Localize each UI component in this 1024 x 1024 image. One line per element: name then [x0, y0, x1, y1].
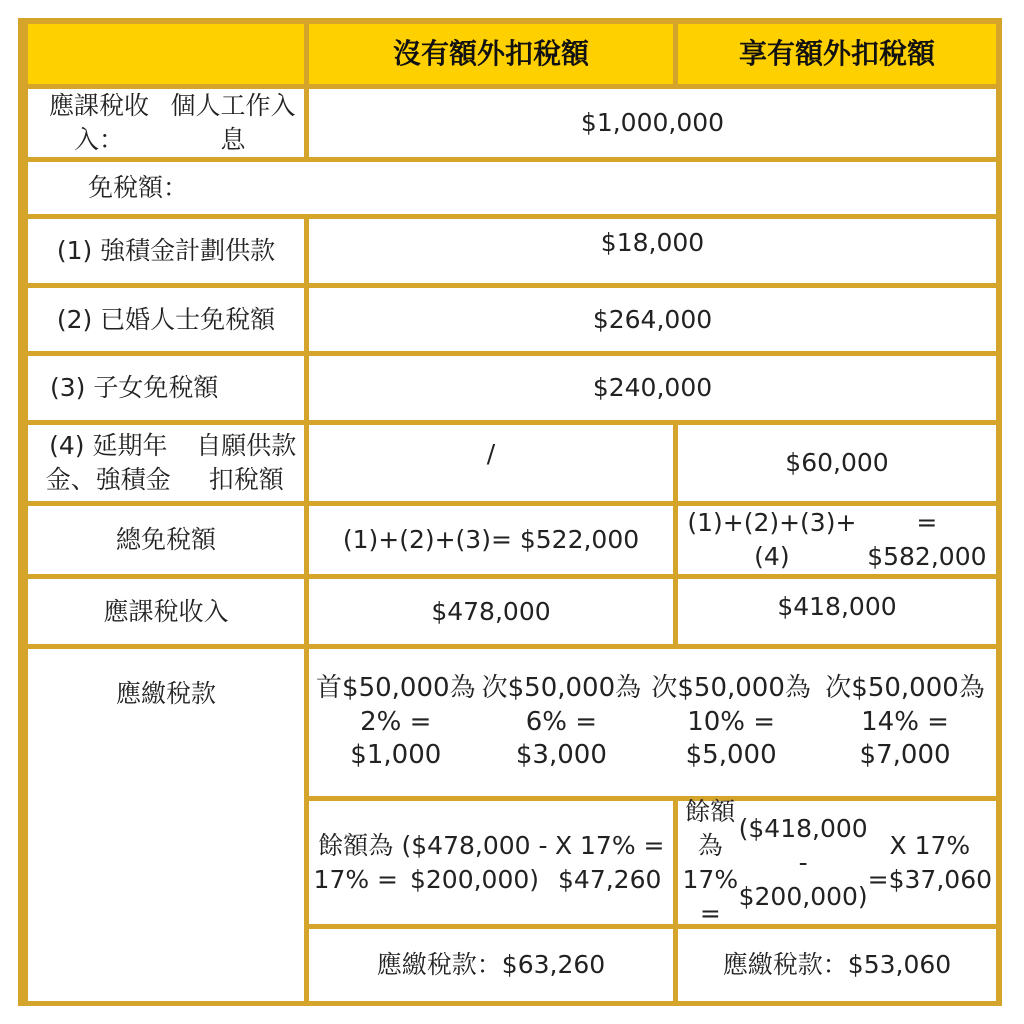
mpf-value: $18,000 [309, 219, 996, 283]
bracket-line-3: 次$50,000為10% = $5,000 [651, 673, 811, 771]
tax-brackets [309, 649, 996, 796]
remainder-a: 餘額為17% = ($478,000 - $200,000) X 17% = $47,260 [309, 801, 673, 924]
net-income-label: 應課稅收入 [28, 579, 304, 644]
bracket-line-2: 次$50,000為6% = $3,000 [481, 673, 642, 771]
married-label: (2) 已婚人士免稅額 [28, 288, 304, 351]
annuity-label: (4) 延期年金、強積金 自願供款扣稅額 [28, 425, 304, 501]
bracket-line-4: 次$50,000為14% = $7,000 [825, 673, 985, 771]
annuity-value-a: / [309, 425, 673, 501]
income-label: 應課稅收入： 個人工作入息 [28, 89, 304, 157]
remainder-b: 餘額為17% = ($418,000 - $200,000) X 17% =$37,060 [678, 801, 996, 924]
payable-b: 應繳稅款：$53,060 [678, 929, 996, 1001]
payable-a: 應繳稅款：$63,260 [309, 929, 673, 1001]
header-corner [28, 24, 304, 84]
net-income-b: $418,000 [678, 579, 996, 644]
net-income-a: $478,000 [309, 579, 673, 644]
total-allowance-a: (1)+(2)+(3)= $522,000 [309, 506, 673, 574]
header-no-extra-deduction: 沒有額外扣稅額 [309, 24, 673, 84]
tax-comparison-table [18, 18, 1002, 1006]
header-with-extra-deduction: 享有額外扣稅額 [678, 24, 996, 84]
annuity-value-b: $60,000 [678, 425, 996, 501]
child-label: (3) 子女免稅額 [28, 356, 304, 420]
allowance-label: 免稅額： [28, 162, 996, 214]
child-value: $240,000 [309, 356, 996, 420]
bracket-line-1: 首$50,000為2% = $1,000 [316, 673, 476, 771]
total-allowance-label: 總免稅額 [28, 506, 304, 574]
married-value: $264,000 [309, 288, 996, 351]
income-value: $1,000,000 [309, 89, 996, 157]
total-allowance-b: (1)+(2)+(3)+(4) = $582,000 [678, 506, 996, 574]
tax-payable-label: 應繳稅款 [28, 649, 304, 1001]
mpf-label: (1) 強積金計劃供款 [28, 219, 304, 283]
